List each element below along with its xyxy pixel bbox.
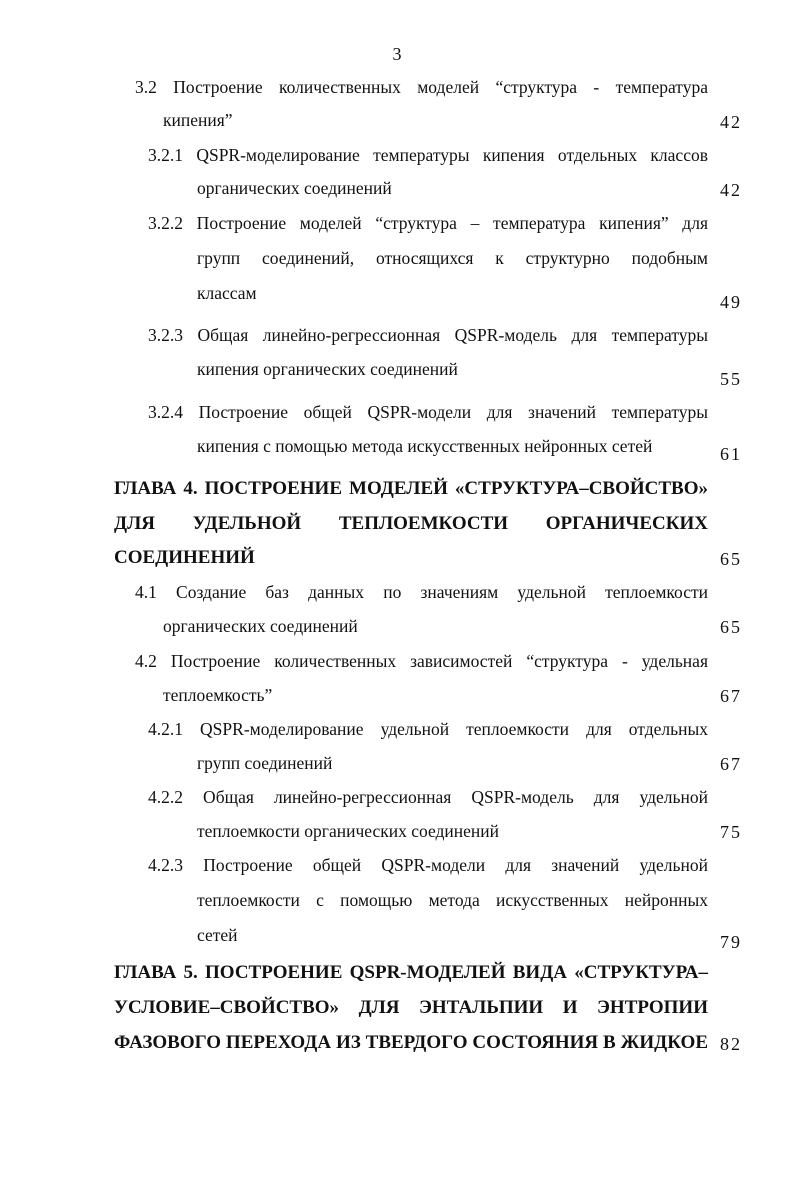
toc-entry-text: кипения с помощью метода искусственных нейронных сетей	[197, 436, 653, 456]
toc-page-number: 75	[720, 822, 742, 842]
toc-entry-text: 3.2 Построение количественных моделей “структура - температура	[135, 77, 708, 97]
toc-entry-text: теплоемкость”	[163, 685, 273, 705]
toc-entry-text: 3.2.4 Построение общей QSPR-модели для значений температуры	[148, 402, 708, 422]
toc-page-number: 42	[720, 180, 742, 200]
toc-chapter-text: ФАЗОВОГО ПЕРЕХОДА ИЗ ТВЕРДОГО СОСТОЯНИЯ В ЖИДКОЕ	[114, 1032, 708, 1053]
toc-entry-text: кипения органических соединений	[197, 359, 458, 379]
toc-entry-text: групп соединений, относящихся к структурно подобным	[197, 248, 708, 268]
toc-page-number: 79	[720, 932, 742, 952]
toc-page-number: 61	[720, 444, 742, 464]
toc-chapter-text: ГЛАВА 4. ПОСТРОЕНИЕ МОДЕЛЕЙ «СТРУКТУРА–СВОЙСТВО»	[114, 478, 708, 499]
toc-entry-text: органических соединений	[163, 616, 358, 636]
page-number: 3	[392, 44, 402, 64]
toc-chapter-text: СОЕДИНЕНИЙ	[114, 547, 255, 568]
toc-entry-text: теплоемкости органических соединений	[197, 821, 499, 841]
toc-entry-text: классам	[197, 283, 257, 303]
toc-page-number: 82	[720, 1034, 742, 1054]
toc-entry-text: кипения”	[163, 110, 233, 130]
toc-page-number: 65	[720, 617, 742, 637]
toc-entry-text: 4.2.1 QSPR-моделирование удельной теплоемкости для отдельных	[148, 719, 708, 739]
toc-entry-text: 4.2.3 Построение общей QSPR-модели для значений удельной	[148, 855, 708, 875]
toc-entry-text: органических соединений	[197, 178, 392, 198]
toc-entry-text: 4.2.2 Общая линейно-регрессионная QSPR-модель для удельной	[148, 787, 708, 807]
toc-chapter-text: ГЛАВА 5. ПОСТРОЕНИЕ QSPR-МОДЕЛЕЙ ВИДА «СТРУКТУРА–	[114, 962, 708, 983]
toc-entry-text: 3.2.2 Построение моделей “структура – температура кипения” для	[148, 213, 708, 233]
toc-entry-text: 3.2.1 QSPR-моделирование температуры кипения отдельных классов	[148, 145, 708, 165]
toc-chapter-text: ДЛЯ УДЕЛЬНОЙ ТЕПЛОЕМКОСТИ ОРГАНИЧЕСКИХ	[114, 513, 708, 534]
toc-page-number: 67	[720, 686, 742, 706]
toc-page-number: 67	[720, 754, 742, 774]
toc-entry-text: сетей	[197, 925, 238, 945]
toc-entry-text: 4.2 Построение количественных зависимостей “структура - удельная	[135, 651, 708, 671]
toc-entry-text: 4.1 Создание баз данных по значениям удельной теплоемкости	[135, 582, 708, 602]
toc-page-number: 49	[720, 292, 742, 312]
toc-page-number: 42	[720, 112, 742, 132]
toc-entry-text: 3.2.3 Общая линейно-регрессионная QSPR-модель для температуры	[148, 325, 708, 345]
toc-page-number: 55	[720, 369, 742, 389]
toc-entry-text: групп соединений	[197, 753, 333, 773]
toc-page-number: 65	[720, 549, 742, 569]
toc-chapter-text: УСЛОВИЕ–СВОЙСТВО» ДЛЯ ЭНТАЛЬПИИ И ЭНТРОПИИ	[114, 997, 708, 1018]
toc-entry-text: теплоемкости с помощью метода искусственных нейронных	[197, 890, 708, 910]
